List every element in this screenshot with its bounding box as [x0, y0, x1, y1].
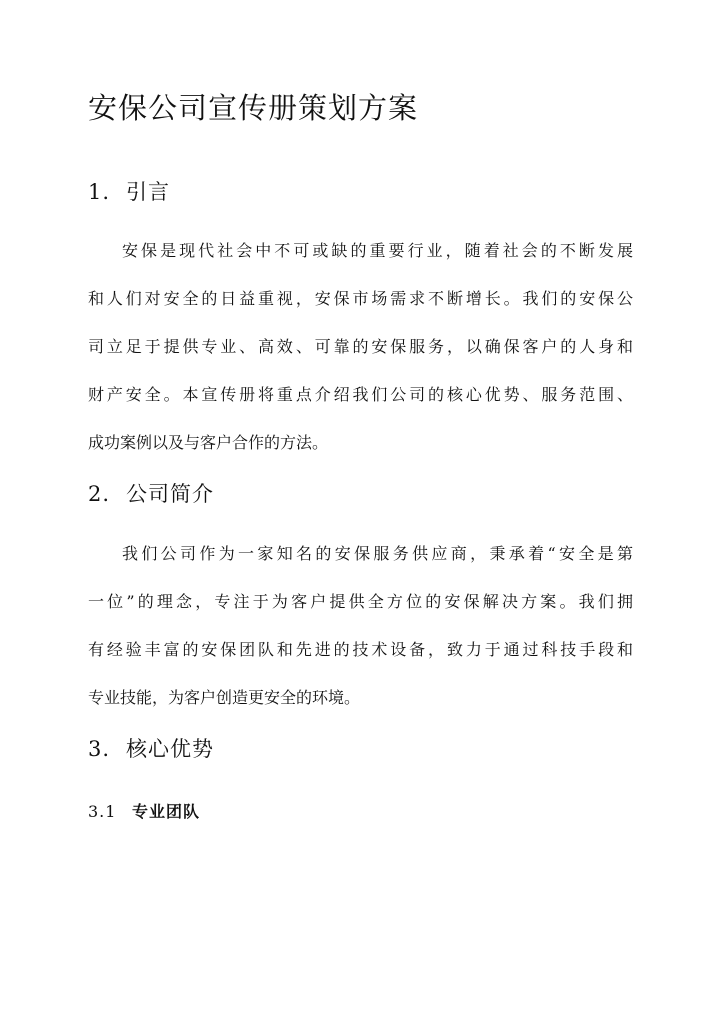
paragraph-line: 我们公司作为一家知名的安保服务供应商，秉承着“安全是第 [122, 544, 633, 563]
section-title: 引言 [126, 180, 170, 204]
paragraph-intro [88, 234, 633, 474]
section-title: 核心优势 [126, 737, 214, 761]
subsection-number: 3.1 [88, 802, 117, 821]
section-heading-company [88, 478, 214, 508]
paragraph-line: 司立足于提供专业、高效、可靠的安保服务，以确保客户的人身和 [88, 337, 633, 356]
section-number: 1. [88, 180, 111, 204]
section-heading-intro [88, 176, 170, 206]
subsection-title: 专业团队 [132, 802, 201, 821]
section-heading-advantages [88, 733, 214, 763]
paragraph-company [88, 537, 633, 729]
section-title: 公司简介 [126, 482, 214, 506]
paragraph-line: 有经验丰富的安保团队和先进的技术设备，致力于通过科技手段和 [88, 640, 633, 659]
section-number: 3. [88, 737, 111, 761]
paragraph-line: 安保是现代社会中不可或缺的重要行业，随着社会的不断发展 [122, 241, 633, 260]
paragraph-line: 专业技能，为客户创造更安全的环境。 [88, 688, 361, 707]
paragraph-line: 财产安全。本宣传册将重点介绍我们公司的核心优势、服务范围、 [88, 385, 633, 404]
paragraph-line: 一位”的理念，专注于为客户提供全方位的安保解决方案。我们拥 [88, 592, 633, 611]
subsection-heading-team [88, 799, 200, 822]
document-title: 安保公司宣传册策划方案 [88, 91, 419, 125]
paragraph-line: 成功案例以及与客户合作的方法。 [88, 433, 329, 452]
section-number: 2. [88, 482, 111, 506]
paragraph-line: 和人们对安全的日益重视，安保市场需求不断增长。我们的安保公 [88, 289, 633, 308]
